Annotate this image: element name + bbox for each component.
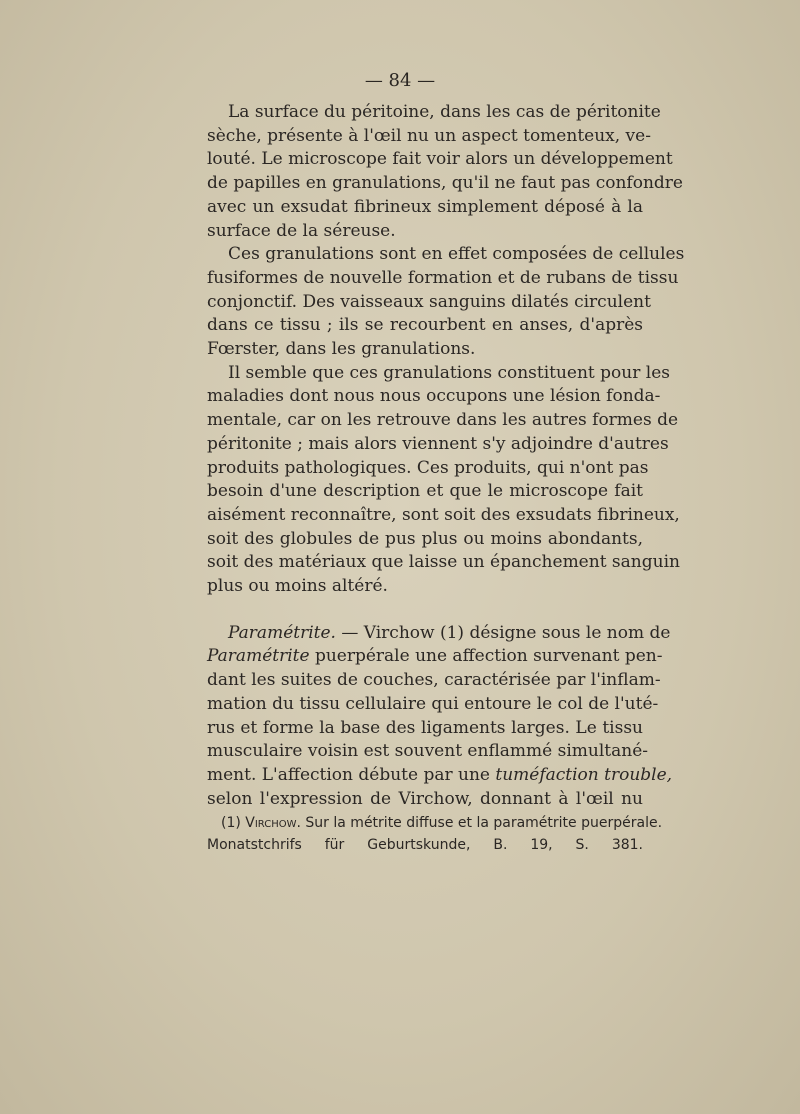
section-line: mation du tissu cellulaire qui entoure le col de l'uté- (207, 693, 659, 714)
text-line: de papilles en granulations, qu'il ne faut pas confondre (207, 173, 683, 194)
section-term: Paramétrite (207, 646, 310, 667)
footnote-marker: (1) (221, 815, 246, 831)
section-gap (207, 599, 643, 622)
text-line: sèche, présente à l'œil nu un aspect tomenteux, ve- (207, 125, 651, 146)
text-line: besoin d'une description et que le microscope fait (207, 481, 643, 502)
text-line: La surface du péritoine, dans les cas de péritonite (228, 102, 661, 122)
footnote-author: Virchow. (245, 815, 301, 831)
italic-phrase: tuméfaction trouble, (495, 764, 673, 785)
text-line: plus ou moins altéré. (207, 576, 388, 597)
page-number: — 84 — (364, 70, 436, 91)
section-line-1: Paramétrite. — Virchow (1) désigne sous le nom de (228, 622, 671, 643)
text-line: aisément reconnaître, sont soit des exsudats fibrineux, (207, 504, 680, 525)
text-line: surface de la séreuse. (207, 220, 396, 241)
section-line-7: ment. L'affection débute par une tuméfaction trouble, (207, 764, 673, 785)
body-paragraphs (207, 101, 685, 599)
section-line: selon l'expression de Virchow, donnant à l'œil nu (207, 788, 643, 809)
text-line: avec un exsudat fibrineux simplement déposé à la (207, 196, 643, 217)
footnote-line-2: Monatstchrifs für Geburtskunde, B. 19, S. 381. (207, 837, 643, 853)
text-line: Fœrster, dans les granulations. (207, 339, 476, 360)
text-line: louté. Le microscope fait voir alors un développement (207, 149, 673, 170)
section-line: dant les suites de couches, caractérisée par l'inflam- (207, 670, 661, 691)
section-line: musculaire voisin est souvent enflammé simultané- (207, 741, 649, 762)
footnote-line-1: (1) Virchow. Sur la métrite diffuse et la paramétrite puerpérale. (221, 815, 663, 831)
text-line: produits pathologiques. Ces produits, qui n'ont pas (207, 457, 649, 478)
text-line: soit des globules de pus plus ou moins abondants, (207, 528, 643, 549)
section-line: rus et forme la base des ligaments larges. Le tissu (207, 717, 643, 738)
section-parametrite (207, 622, 673, 812)
text-line: fusiformes de nouvelle formation et de rubans de tissu (207, 267, 679, 288)
text-line: conjonctif. Des vaisseaux sanguins dilatés circulent (207, 291, 651, 312)
text-line: soit des matériaux que laisse un épanchement sanguin (207, 552, 680, 573)
text-line: Ces granulations sont en effet composées de cellules (228, 244, 685, 265)
text-line: dans ce tissu ; ils se recourbent en anses, d'après (207, 315, 643, 336)
footnote (207, 812, 663, 856)
text-line: maladies dont nous nous occupons une lésion fonda- (207, 386, 661, 407)
text-line: péritonite ; mais alors viennent s'y adjoindre d'autres (207, 433, 669, 454)
body-text (207, 101, 685, 811)
section-line-2: Paramétrite puerpérale une affection survenant pen- (207, 646, 663, 667)
section-heading: Paramétrite. (228, 622, 336, 643)
text-line: mentale, car on les retrouve dans les autres formes de (207, 410, 679, 431)
text-line: Il semble que ces granulations constituent pour les (228, 362, 670, 383)
